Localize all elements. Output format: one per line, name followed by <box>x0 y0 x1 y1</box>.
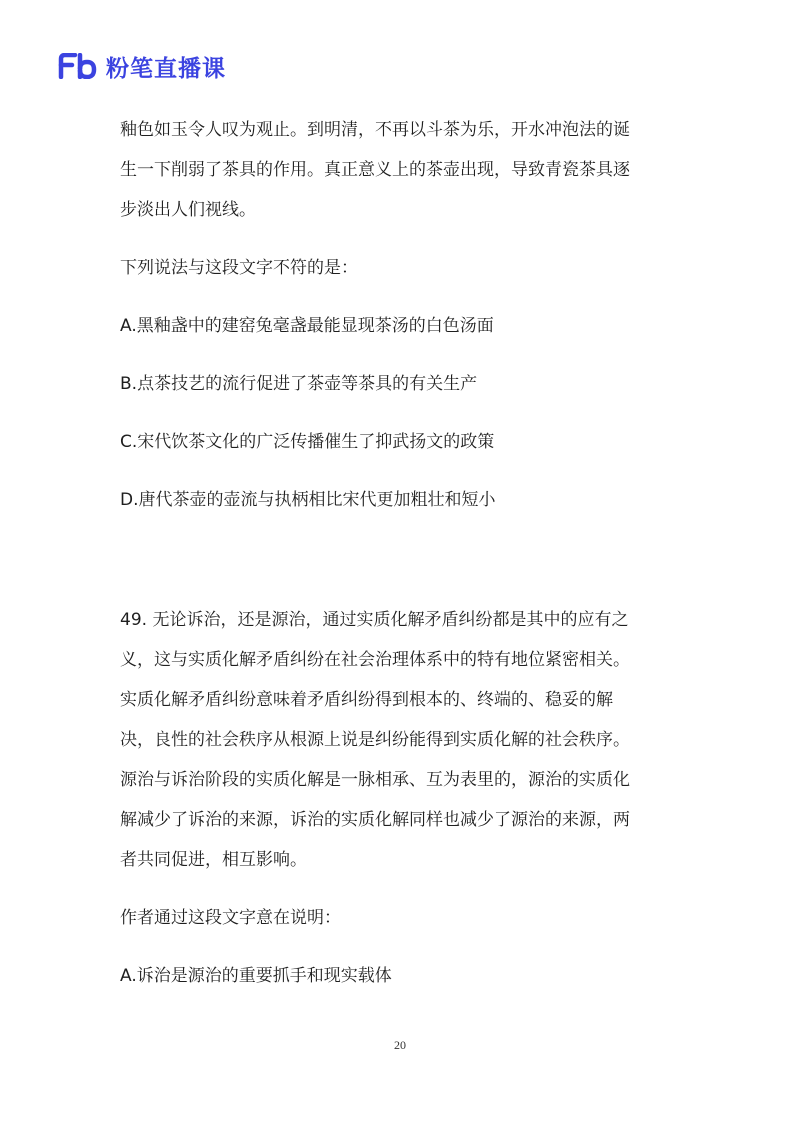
option-a: A.黑釉盏中的建窑兔毫盏最能显现茶汤的白色汤面 <box>120 316 494 336</box>
question-prompt: 作者通过这段文字意在说明： <box>120 908 341 928</box>
question-49 <box>120 600 680 996</box>
passage-line: 步淡出人们视线。 <box>120 200 256 220</box>
passage-line: 解减少了诉治的来源，诉治的实质化解同样也减少了源治的来源，两 <box>120 810 630 830</box>
passage-line: 釉色如玉令人叹为观止。到明清，不再以斗茶为乐，开水冲泡法的诞 <box>120 120 630 140</box>
option-c: C.宋代饮茶文化的广泛传播催生了抑武扬文的政策 <box>120 432 495 452</box>
passage-line: 生一下削弱了茶具的作用。真正意义上的茶壶出现，导致青瓷茶具逐 <box>120 160 630 180</box>
passage-line: 源治与诉治阶段的实质化解是一脉相承、互为表里的，源治的实质化 <box>120 770 630 790</box>
passage-line: 决，良性的社会秩序从根源上说是纠纷能得到实质化解的社会秩序。 <box>120 730 630 750</box>
fb-logo-icon <box>58 53 98 79</box>
page-header <box>58 50 226 82</box>
passage-line: 者共同促进，相互影响。 <box>120 850 307 870</box>
passage-line: 49. 无论诉治，还是源治，通过实质化解矛盾纠纷都是其中的应有之 <box>120 610 629 630</box>
brand-name: 粉笔直播课 <box>106 55 226 82</box>
passage-line: 实质化解矛盾纠纷意味着矛盾纠纷得到根本的、终端的、稳妥的解 <box>120 690 613 710</box>
passage-line: 义，这与实质化解矛盾纠纷在社会治理体系中的特有地位紧密相关。 <box>120 650 630 670</box>
option-d: D.唐代茶壶的壶流与执柄相比宋代更加粗壮和短小 <box>120 490 496 510</box>
option-b: B.点茶技艺的流行促进了茶壶等茶具的有关生产 <box>120 374 478 394</box>
document-body <box>120 110 680 996</box>
question-prompt: 下列说法与这段文字不符的是： <box>120 258 358 278</box>
question-48-tail <box>120 110 680 520</box>
option-a: A.诉治是源治的重要抓手和现实载体 <box>120 966 392 986</box>
page-number: 20 <box>394 1038 406 1052</box>
